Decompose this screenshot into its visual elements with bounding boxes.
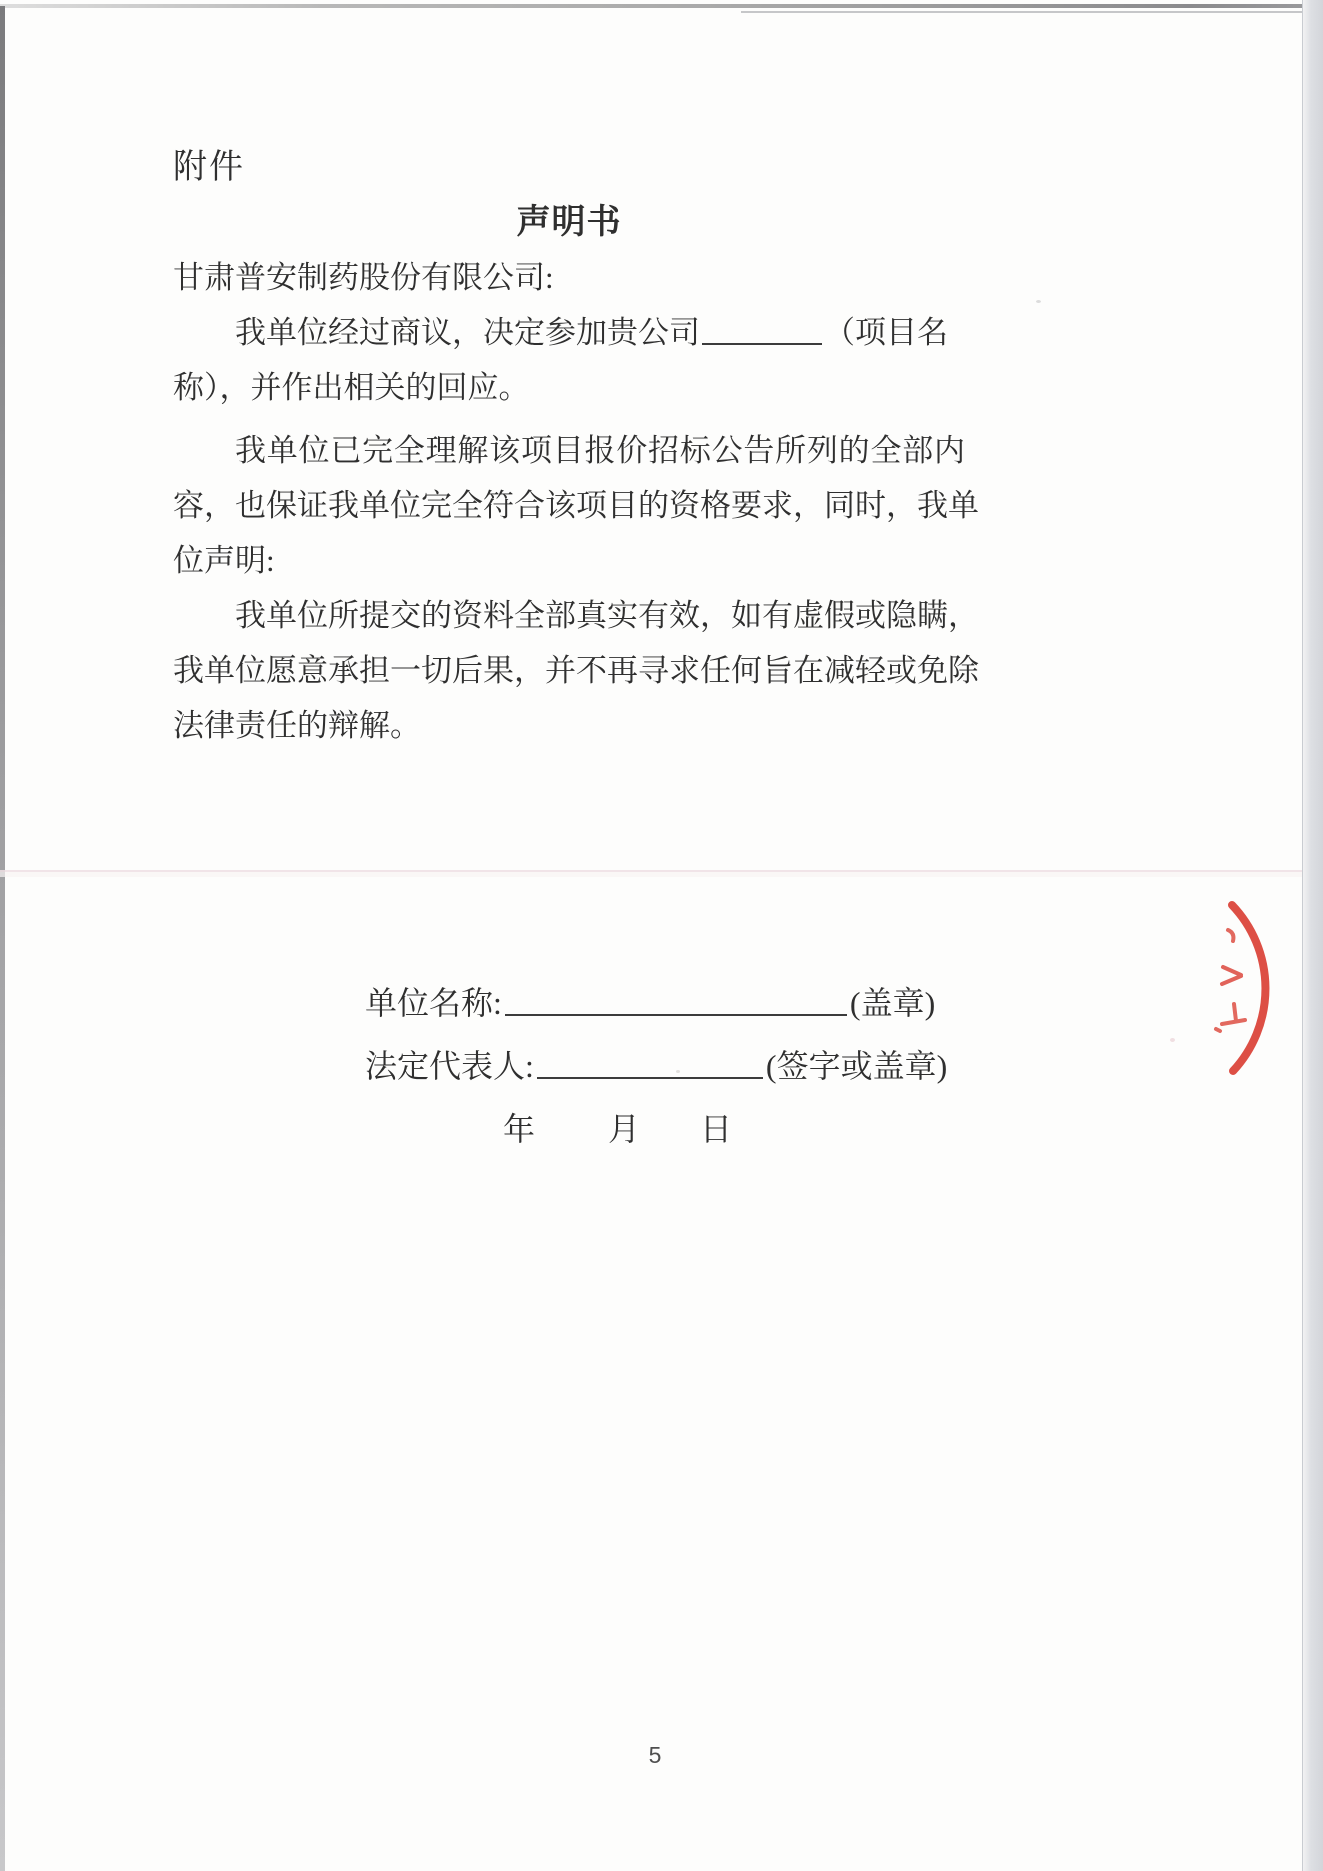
scan-seam-soft-band [0,872,1302,877]
paragraph3-line2: 我单位愿意承担一切后果，并不再寻求任何旨在减轻或免除 [173,653,979,688]
document-title: 声明书 [516,204,622,241]
org-name-line [365,972,965,1035]
scan-edge-top-shadow [741,11,1310,13]
org-seal-note: (盖章) [849,985,936,1021]
attachment-label: 附件 [173,149,245,186]
signature-block [365,972,965,1161]
paragraph3-line3: 法律责任的辩解。 [173,708,421,743]
date-month-label: 月 [608,1111,641,1147]
paragraph2-line2: 容，也保证我单位完全符合该项目的资格要求，同时，我单 [173,488,979,523]
salutation-line: 甘肃普安制药股份有限公司: [173,260,554,295]
paragraph1-text-after-blank: （项目名 [824,315,948,350]
scan-edge-top [0,4,1323,8]
legal-representative-label: 法定代表人: [365,1048,534,1084]
scan-speck [1036,300,1041,303]
sign-or-seal-note: (签字或盖章) [765,1048,948,1084]
date-day-label: 日 [700,1111,733,1147]
scan-edge-left [0,6,5,1871]
date-line [365,1098,965,1161]
seal-text-fragment [1222,967,1241,984]
seal-text-fragment [1216,1004,1245,1031]
legal-representative-line [365,1035,965,1098]
seal-arc [1232,905,1265,1071]
paragraph2-line1: 我单位已完全理解该项目报价招标公告所列的全部内 [235,433,965,468]
page-number: 5 [648,1742,662,1768]
paragraph1-line1 [173,305,965,360]
date-year-label: 年 [503,1111,536,1147]
fill-in-blank-project-name [702,333,822,345]
paragraph1-text-before-blank: 我单位经过商议，决定参加贵公司 [235,315,700,350]
org-name-blank [505,1004,847,1016]
org-name-label: 单位名称: [365,985,502,1021]
paragraph1-line2: 称），并作出相关的回应。 [173,370,530,405]
document-body [173,140,979,753]
legal-representative-blank [537,1067,763,1079]
seal-text-fragment [1228,930,1233,941]
paragraph3-line1: 我单位所提交的资料全部真实有效，如有虚假或隐瞒， [235,598,979,633]
scan-speck [1170,1038,1175,1042]
red-seal-stamp [1118,858,1318,1118]
paragraph2-line3: 位声明: [173,543,275,578]
scan-edge-right [1302,0,1323,1871]
